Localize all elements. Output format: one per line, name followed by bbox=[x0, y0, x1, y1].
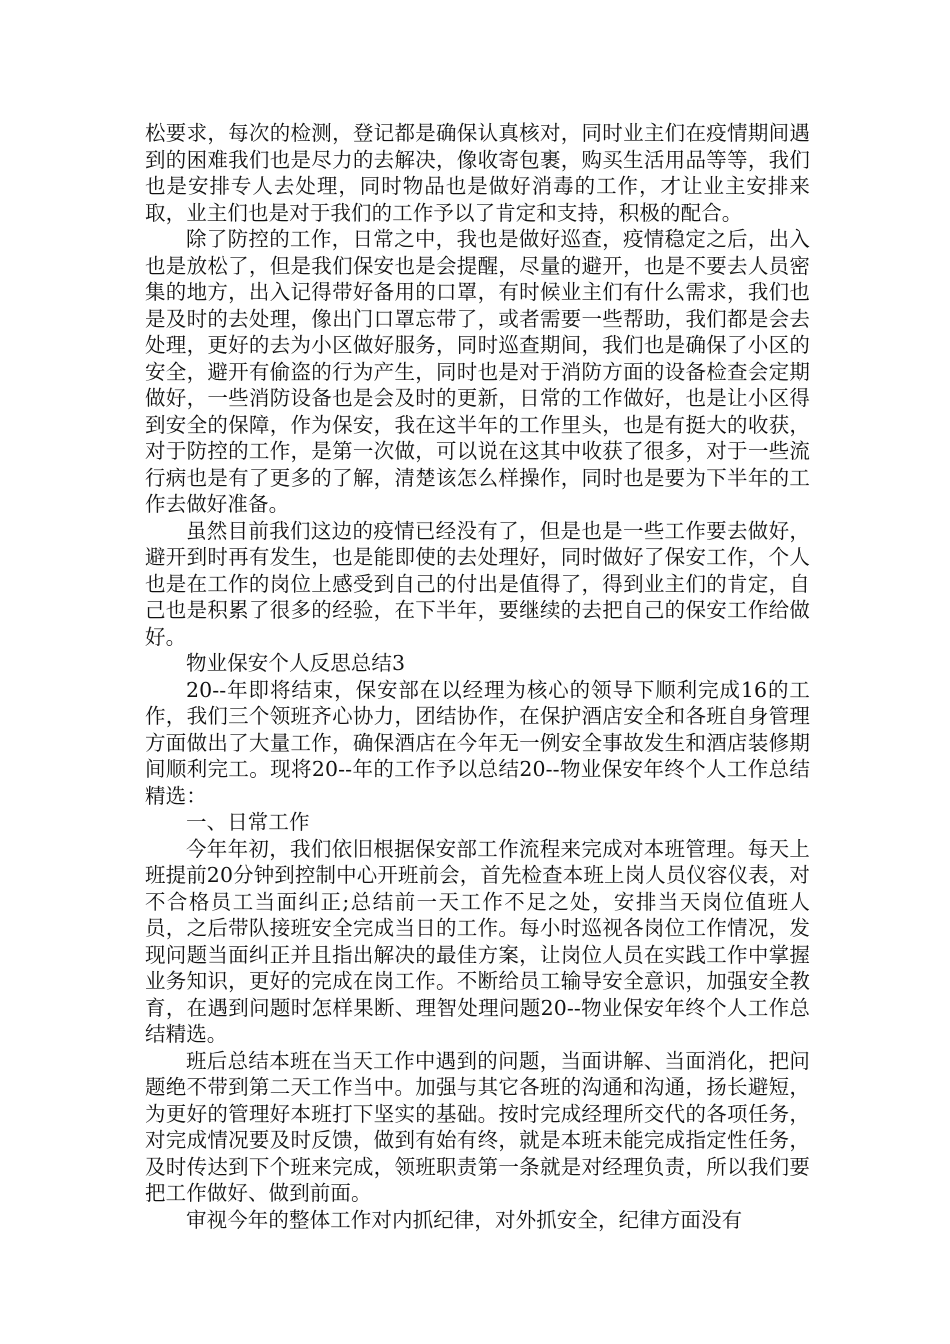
paragraph-3: 虽然目前我们这边的疫情已经没有了，但是也是一些工作要去做好，避开到时再有发生，也是能即使的去处理好，同时做好了保安工作，个人也是在工作的岗位上感受到自己的付出是值得了，得到业主们的肯定，自己也是积累了很多的经验，在下半年，要继续的去把自己的保安工作给做好。 bbox=[145, 518, 810, 649]
document-body bbox=[145, 120, 810, 1233]
paragraph-5: 20--年即将结束，保安部在以经理为核心的领导下顺利完成16的工作，我们三个领班齐心协力，团结协作，在保护酒店安全和各班自身管理方面做出了大量工作，确保酒店在今年无一例安全事故发生和酒店装修期间顺利完工。现将20--年的工作予以总结20--物业保安年终个人工作总结精选： bbox=[145, 677, 810, 808]
paragraph-4: 物业保安个人反思总结3 bbox=[186, 651, 406, 675]
paragraph-9: 审视今年的整体工作对内抓纪律，对外抓安全，纪律方面没有 bbox=[186, 1207, 743, 1232]
paragraph-1: 松要求，每次的检测，登记都是确保认真核对，同时业主们在疫情期间遇到的困难我们也是尽力的去解决，像收寄包裹，购买生活用品等等，我们也是安排专人去处理，同时物品也是做好消毒的工作，才让业主安排来取，业主们也是对于我们的工作予以了肯定和支持，积极的配合。 bbox=[145, 121, 810, 225]
paragraph-6: 一、日常工作 bbox=[186, 810, 310, 834]
paragraph-2: 除了防控的工作，日常之中，我也是做好巡查，疫情稳定之后，出入也是放松了，但是我们保安也是会提醒，尽量的避开，也是不要去人员密集的地方，出入记得带好备用的口罩，有时候业主们有什么需求，我们也是及时的去处理，像出门口罩忘带了，或者需要一些帮助，我们都是会去处理，更好的去为小区做好服务，同时巡查期间，我们也是确保了小区的安全，避开有偷盗的行为产生，同时也是对于消防方面的设备检查会定期做好，一些消防设备也是会及时的更新，日常的工作做好，也是让小区得到安全的保障，作为保安，我在这半年的工作里头，也是有挺大的收获，对于防控的工作，是第一次做，可以说在这其中收获了很多，对于一些流行病也是有了更多的了解，清楚该怎么样操作，同时也是要为下半年的工作去做好准备。 bbox=[145, 227, 810, 516]
paragraph-8: 班后总结本班在当天工作中遇到的问题，当面讲解、当面消化，把问题绝不带到第二天工作当中。加强与其它各班的沟通和沟通，扬长避短，为更好的管理好本班打下坚实的基础。按时完成经理所交代的各项任务，对完成情况要及时反馈，做到有始有终，就是本班未能完成指定性任务，及时传达到下个班来完成，领班职责第一条就是对经理负责，所以我们要把工作做好、做到前面。 bbox=[145, 1048, 810, 1205]
paragraph-7: 今年年初，我们依旧根据保安部工作流程来完成对本班管理。每天上班提前20分钟到控制中心开班前会，首先检查本班上岗人员仪容仪表，对不合格员工当面纠正;总结前一天工作不足之处，安排当天岗位值班人员，之后带队接班安全完成当日的工作。每小时巡视各岗位工作情况，发现问题当面纠正并且指出解决的最佳方案，让岗位人员在实践工作中掌握业务知识，更好的完成在岗工作。不断给员工输导安全意识，加强安全教育，在遇到问题时怎样果断、理智处理问题20--物业保安年终个人工作总结精选。 bbox=[145, 836, 810, 1046]
